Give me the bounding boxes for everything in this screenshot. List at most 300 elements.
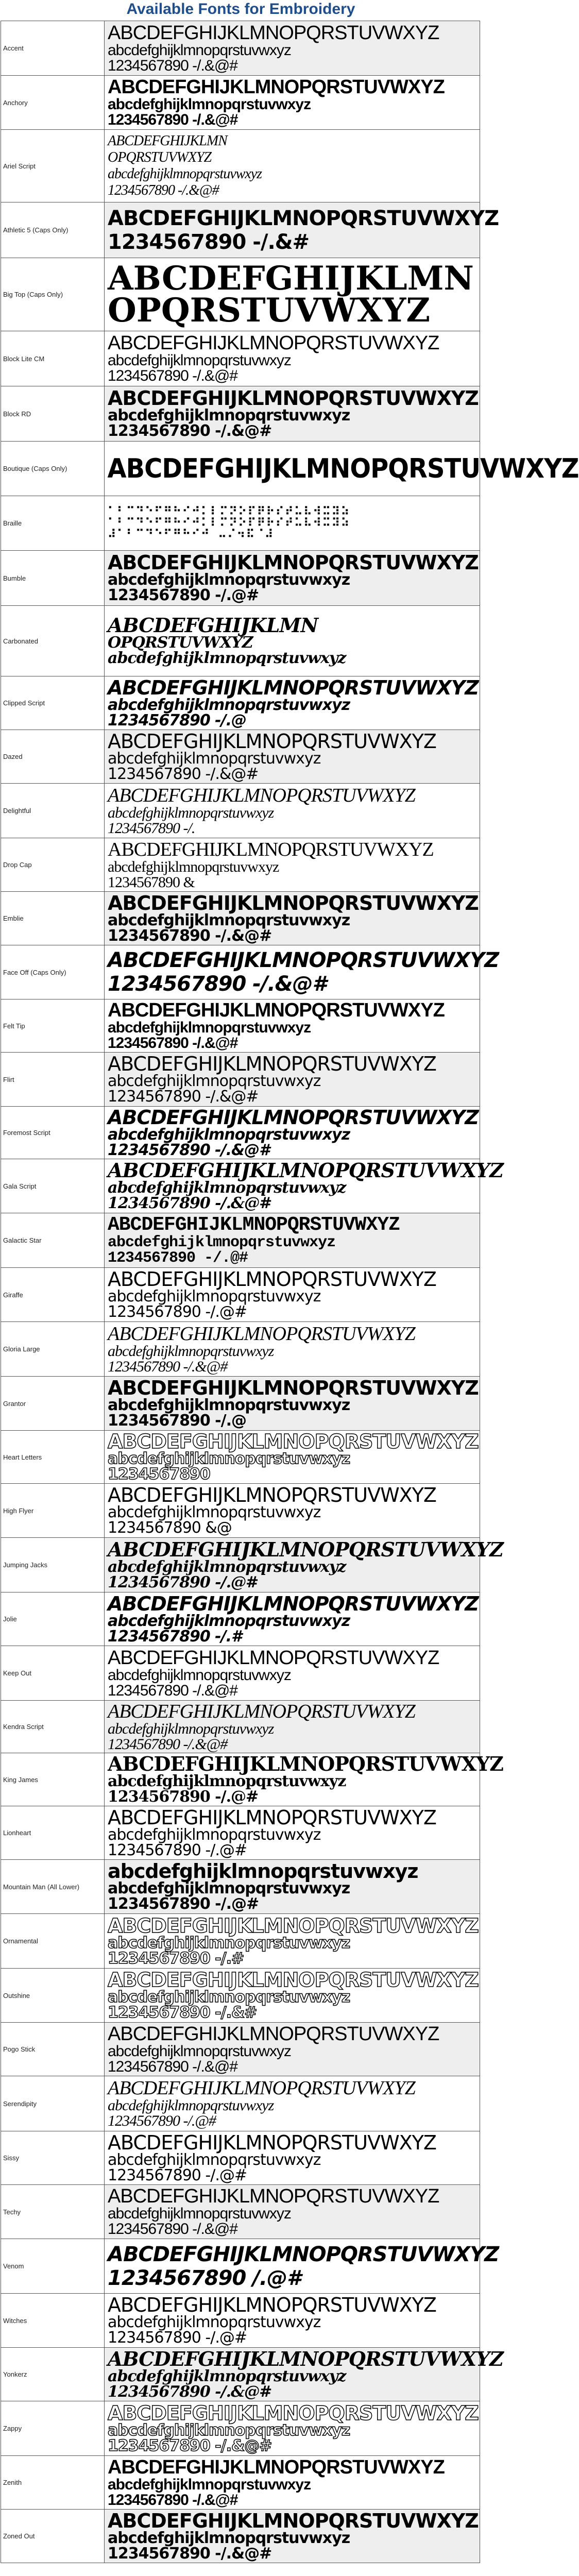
font-name: Yonkerz xyxy=(1,2348,105,2401)
font-row xyxy=(1,331,480,386)
font-sample-line: abcdefghijklmnopqrstuvwxyz xyxy=(108,1233,336,1251)
font-name: Lionheart xyxy=(1,1806,105,1860)
font-name: Techy xyxy=(1,2185,105,2239)
font-sample-cell xyxy=(105,2510,480,2563)
font-sample-line: 1234567890 -/.&@# xyxy=(108,1035,238,1052)
font-sample-line: ABCDEFGHIJKLMNOPQRSTUVWXYZ xyxy=(108,2347,503,2370)
font-name: Braille xyxy=(1,496,105,551)
font-sample-cell xyxy=(105,945,499,999)
font-sample xyxy=(105,2295,480,2346)
font-sample-line: abcdefghijklmnopqrstuvwxyz xyxy=(108,406,350,425)
font-sample xyxy=(105,1324,480,1375)
font-sample-line: abcdefghijklmnopqrstuvwxyz xyxy=(108,2421,350,2439)
font-sample xyxy=(105,840,480,890)
font-name: Carbonated xyxy=(1,606,105,676)
font-sample xyxy=(105,1970,480,2021)
font-row xyxy=(1,2131,480,2185)
font-name: Jolie xyxy=(1,1592,105,1646)
font-sample-line: 1234567890 -/.@# xyxy=(108,2112,216,2129)
font-row xyxy=(1,496,480,551)
font-sample-line: 1234567890 -/.&@# xyxy=(108,926,272,945)
font-sample xyxy=(105,77,480,128)
font-name: Gloria Large xyxy=(1,1322,105,1377)
font-sample-line: abcdefghijklmnopqrstuvwxyz xyxy=(108,1450,350,1468)
font-name: Boutique (Caps Only) xyxy=(1,442,105,496)
font-row xyxy=(1,21,480,76)
font-sample xyxy=(105,1108,480,1158)
font-sample-cell xyxy=(105,2347,503,2401)
font-sample-line: abcdefghijklmnopqrstuvwxyz xyxy=(108,2476,311,2493)
font-sample xyxy=(105,2024,480,2075)
font-sample-line: ABCDEFGHIJKLMN xyxy=(108,614,318,637)
font-rows xyxy=(1,21,579,2563)
font-sample-line: abcdefghijklmnopqrstuvwxyz xyxy=(108,1072,321,1090)
font-row xyxy=(1,2023,480,2076)
font-row xyxy=(1,892,480,945)
font-sample-line: 1234567890 -/.@# xyxy=(108,586,259,604)
font-sample-line: abcdefghijklmnopqrstuvwxyz xyxy=(108,1879,350,1897)
font-sample-cell xyxy=(105,130,480,202)
font-sample-line: 1234567890 -/.&@# xyxy=(108,2058,237,2075)
font-name: Block RD xyxy=(1,386,105,442)
font-sample-line: 1234567890 -/.&@# xyxy=(108,1088,259,1106)
font-row xyxy=(1,606,480,676)
font-row xyxy=(1,1806,480,1860)
font-row xyxy=(1,1753,480,1806)
font-row xyxy=(1,386,480,442)
font-row xyxy=(1,1322,480,1377)
font-sample-cell xyxy=(105,331,480,386)
font-row xyxy=(1,2239,480,2294)
font-sample-cell xyxy=(105,784,480,838)
font-sample-cell xyxy=(105,730,480,784)
font-row xyxy=(1,2401,480,2456)
font-sample-cell xyxy=(105,202,499,258)
font-sample-line: ABCDEFGHIJKLMNOPQRSTUVWXYZ xyxy=(108,2185,439,2207)
font-sample-cell xyxy=(105,1752,503,1806)
font-sample xyxy=(105,678,480,728)
font-sample-line: 1234567890 -/.&@# xyxy=(108,1194,272,1212)
font-sample-cell xyxy=(105,2076,480,2131)
font-sample-cell xyxy=(105,676,480,730)
font-row xyxy=(1,2076,480,2131)
font-row xyxy=(1,2456,480,2510)
font-sample-line: ABCDEFGHIJKLMNOPQRSTUVWXYZ xyxy=(108,1377,479,1399)
font-sample-line: abcdefghijklmnopqrstuvwxyz xyxy=(108,2367,346,2385)
font-name: Zoned Out xyxy=(1,2510,105,2563)
font-sample-line: 1234567890 -/.@# xyxy=(108,1303,247,1321)
font-sample-line: abcdefghijklmnopqrstuvwxyz xyxy=(108,1825,321,1844)
font-sample-line: abcdefghijklmnopqrstuvwxyz xyxy=(108,804,274,821)
font-sample-line: 1234567890 -/.@# xyxy=(108,2166,247,2184)
font-row xyxy=(1,1969,480,2023)
font-sample-cell xyxy=(105,2294,480,2348)
font-sample-line: ABCDEFGHIJKLMNOPQRSTUVWXYZ xyxy=(108,838,434,860)
font-sample-line: 1234567890 -/.&@# xyxy=(108,2221,237,2238)
font-sample xyxy=(105,206,499,254)
font-sample xyxy=(105,1001,480,1051)
font-name: Mountain Man (All Lower) xyxy=(1,1860,105,1914)
font-sample-cell xyxy=(105,1322,480,1377)
font-sample-line: abcdefghijklmnopqrstuvwxyz xyxy=(108,1557,346,1576)
font-name: Drop Cap xyxy=(1,838,105,892)
font-sample xyxy=(105,133,480,199)
font-sample-line: abcdefghijklmnopqrstuvwxyz xyxy=(108,2150,321,2169)
font-sample xyxy=(105,616,480,666)
font-sample xyxy=(105,732,480,782)
font-sample-line: OPQRSTUVWXYZ xyxy=(108,291,431,330)
font-sample-line: 1234567890 -/.&@# xyxy=(108,1141,270,1159)
font-row xyxy=(1,551,480,606)
font-name: Flirt xyxy=(1,1053,105,1107)
font-sample-line: ABCDEFGHIJKLMN xyxy=(108,133,227,149)
font-sample-line: ABCDEFGHIJKLMNOPQRSTUVWXYZ xyxy=(108,551,479,574)
font-sample-line: 1234567890 -/.&@# xyxy=(108,182,219,198)
font-sample-cell xyxy=(105,1431,480,1484)
font-sample-line: 1234567890 xyxy=(108,1465,210,1483)
font-sample-line: abcdefghijklmnopqrstuvwxyz xyxy=(108,649,346,667)
font-sample-line: 1234567890 -/.&@# xyxy=(108,2382,272,2401)
font-sample-line: abcdefghijklmnopqrstuvwxyz xyxy=(108,96,311,113)
font-sample xyxy=(105,1432,480,1482)
font-sample-cell xyxy=(105,1914,480,1969)
font-row xyxy=(1,1914,480,1969)
font-name: Felt Tip xyxy=(1,999,105,1053)
font-sample-line: abcdefghijklmnopqrstuvwxyz xyxy=(108,858,279,875)
font-name: High Flyer xyxy=(1,1484,105,1538)
font-name: Grantor xyxy=(1,1377,105,1431)
font-sample-line: ABCDEFGHIJKLMNOPQRSTUVWXYZ xyxy=(108,1700,415,1722)
font-sample-line: abcdefghijklmnopqrstuvwxyz xyxy=(108,2205,291,2222)
font-sample-line: abcdefghijklmnopqrstuvwxyz xyxy=(108,696,350,714)
font-row xyxy=(1,1701,480,1753)
font-sample-line: abcdefghijklmnopqrstuvwxyz xyxy=(108,1396,350,1414)
font-sample-cell xyxy=(105,496,480,551)
font-sample xyxy=(105,786,480,836)
font-sample-line: ABCDEFGHIJKLMNOPQRSTUVWXYZ xyxy=(108,784,415,806)
font-sample-line: abcdefghijklmnopqrstuvwxyz xyxy=(108,1503,321,1521)
font-name: Zenith xyxy=(1,2456,105,2510)
font-table xyxy=(1,21,579,2563)
font-sample xyxy=(105,1808,480,1858)
font-sample-line: ABCDEFGHIJKLMNOPQRSTUVWXYZ xyxy=(108,22,439,44)
font-sample-cell xyxy=(105,838,480,892)
font-sample-cell xyxy=(105,1159,503,1213)
font-sample-line: ABCDEFGHIJKLMNOPQRSTUVWXYZ xyxy=(108,2242,499,2266)
font-name: Serendipity xyxy=(1,2076,105,2131)
font-sample-line: abcdefghijklmnopqrstuvwxyz xyxy=(108,1179,346,1197)
font-sample-line: ⠁⠃⠉⠙⠑⠋⠛⠓⠊⠚⠅⠇⠍⠝⠕⠏⠟⠗⠎⠞⠥⠧⠺⠭⠽⠵ xyxy=(108,516,350,530)
font-name: Jumping Jacks xyxy=(1,1538,105,1592)
font-name: Zappy xyxy=(1,2401,105,2456)
font-sample xyxy=(105,1054,480,1105)
font-row xyxy=(1,1213,480,1268)
font-sample-line: abcdefghijklmnopqrstuvwxyz xyxy=(108,2097,274,2114)
font-name: Giraffe xyxy=(1,1268,105,1322)
font-sample xyxy=(105,1378,480,1429)
font-sample-line: ⠁⠃⠉⠙⠑⠋⠛⠓⠊⠚⠅⠇⠍⠝⠕⠏⠟⠗⠎⠞⠥⠧⠺⠭⠽⠵ xyxy=(108,505,350,518)
font-sample-cell xyxy=(105,2185,480,2239)
font-sample-line: abcdefghijklmnopqrstuvwxyz xyxy=(108,1720,274,1737)
font-sample-line: ABCDEFGHIJKLMNOPQRSTUVWXYZ xyxy=(108,1806,436,1829)
font-sample-line: 1234567890 -/.&@# xyxy=(108,2436,272,2455)
font-name: Anchory xyxy=(1,76,105,130)
font-row xyxy=(1,1538,480,1592)
font-sample xyxy=(105,259,480,330)
font-sample-line: ABCDEFGHIJKLMNOPQRSTUVWXYZ xyxy=(108,2023,439,2045)
font-name: Outshine xyxy=(1,1969,105,2023)
font-sample-line: 1234567890 /.@# xyxy=(108,2266,301,2290)
font-name: Bumble xyxy=(1,551,105,606)
font-sample-line: 1234567890 -/.&# xyxy=(108,230,310,254)
font-sample xyxy=(105,1702,480,1752)
font-sample-line: abcdefghijklmnopqrstuvwxyz xyxy=(108,1342,274,1360)
font-sample-line: ABCDEFGHIJKLMNOPQRSTUVWXYZ xyxy=(108,1752,503,1775)
font-sample xyxy=(105,2187,480,2237)
font-sample xyxy=(105,1485,480,1536)
font-sample-line: 1234567890 -/.&# xyxy=(108,2004,257,2022)
font-sample-line: abcdefghijklmnopqrstuvwxyz xyxy=(108,166,262,182)
font-sample-line: abcdefghijklmnopqrstuvwxyz xyxy=(108,571,350,589)
font-name: Big Top (Caps Only) xyxy=(1,258,105,331)
font-sample xyxy=(105,893,480,944)
font-sample-line: ABCDEFGHIJKLMNOPQRSTUVWXYZ xyxy=(108,1647,439,1669)
font-sample-line: abcdefghijklmnopqrstuvwxyz xyxy=(108,2313,321,2331)
font-sample-line: 1234567890 -/.@ xyxy=(108,711,246,730)
font-sample-line: 1234567890 -/.&@# xyxy=(108,111,238,128)
font-sample-line: ABCDEFGHIJKLMNOPQRSTUVWXYZ xyxy=(108,1537,503,1561)
font-sample-line: 1234567890 &@ xyxy=(108,1519,232,1537)
font-sample-line: 1234567890 -/.&@# xyxy=(108,765,259,783)
font-sample-line: ABCDEFGHIJKLMNOPQRSTUVWXYZ xyxy=(108,1106,479,1129)
font-sample xyxy=(105,2078,480,2129)
font-name: Ariel Script xyxy=(1,130,105,202)
font-name: Face Off (Caps Only) xyxy=(1,945,105,999)
font-sample-line: ABCDEFGHIJKLMNOPQRSTUVWXYZ xyxy=(108,2456,445,2478)
font-sample-line: 1234567890 -/.&@# xyxy=(108,2544,272,2563)
font-name: Pogo Stick xyxy=(1,2023,105,2076)
font-sample-cell xyxy=(105,1107,480,1159)
font-sample-line: 1234567890 -/.&@# xyxy=(108,422,272,440)
font-row xyxy=(1,1860,480,1914)
font-name: Delightful xyxy=(1,784,105,838)
font-sample xyxy=(105,23,480,74)
font-sample-line: ABCDEFGHIJKLMNOPQRSTUVWXYZ xyxy=(108,2509,479,2532)
font-sample-line: 1234567890 -/.# xyxy=(108,1627,242,1646)
font-sample xyxy=(105,453,579,484)
font-sample-line: ABCDEFGHIJKLMNOPQRSTUVWXYZ xyxy=(108,76,445,98)
font-sample-cell xyxy=(105,2456,480,2510)
font-sample-line: ABCDEFGHIJKLMNOPQRSTUVWXYZ xyxy=(108,1969,479,1991)
font-sample-line: ABCDEFGHIJKLMNOPQRSTUVWXYZ xyxy=(108,387,479,410)
font-sample-line: ABCDEFGHIJKLMNOPQRSTUVWXYZ xyxy=(108,1159,503,1182)
font-name: Keep Out xyxy=(1,1646,105,1701)
font-sample-line: ABCDEFGHIJKLMNOPQRSTUVWXYZ xyxy=(108,676,479,699)
font-name: Heart Letters xyxy=(1,1431,105,1484)
font-name: Venom xyxy=(1,2239,105,2294)
font-name: Galactic Star xyxy=(1,1213,105,1268)
font-sample-cell xyxy=(105,1053,480,1107)
font-sample-line: 1234567890 -/.# xyxy=(108,1949,244,1968)
font-sample-line: ABCDEFGHIJKLMNOPQRSTUVWXYZ xyxy=(108,332,439,354)
font-sample-cell xyxy=(105,76,480,130)
font-sample-line: 1234567890 -/. xyxy=(108,819,195,837)
font-sample-cell xyxy=(105,2239,499,2294)
font-row xyxy=(1,76,480,130)
font-sample xyxy=(105,388,480,439)
font-sample xyxy=(105,2133,480,2183)
font-sample-line: 1234567890 -/.&@# xyxy=(108,2491,238,2509)
font-sample xyxy=(105,1861,480,1912)
font-sample-line: abcdefghijklmnopqrstuvwxyz xyxy=(108,1666,291,1684)
font-sample-line: ABCDEFGHIJKLMNOPQRSTUVWXYZ xyxy=(108,1592,479,1615)
font-sample-line: ABCDEFGHIJKLMNOPQRSTUVWXYZ xyxy=(108,999,445,1021)
font-sample-cell xyxy=(105,1268,480,1322)
font-row xyxy=(1,838,480,892)
font-sample-line: OPQRSTUVWXYZ xyxy=(108,149,212,165)
font-sample-line: 1234567890 -/.@# xyxy=(108,2329,247,2347)
font-sample-cell xyxy=(105,1860,480,1914)
font-sample-line: abcdefghijklmnopqrstuvwxyz xyxy=(108,352,291,369)
font-sample xyxy=(105,1916,480,1967)
font-sample-line: ABCDEFGHIJKLMNOPQRSTUVWXYZ xyxy=(108,206,499,230)
font-sample-line: 1234567890 -/.&@# xyxy=(108,367,237,384)
font-row xyxy=(1,2510,480,2563)
font-row xyxy=(1,1053,480,1107)
font-sample-cell xyxy=(105,2401,480,2456)
font-sample-line: ABCDEFGHIJKLMNOPQRSTUVWXYZ xyxy=(108,1213,400,1236)
font-sample-line: ABCDEFGHIJKLMNOPQRSTUVWXYZ xyxy=(108,1430,479,1453)
font-sample-line: ABCDEFGHIJKLMNOPQRSTUVWXYZ xyxy=(108,1484,436,1506)
font-row xyxy=(1,1377,480,1431)
font-sample-line: ABCDEFGHIJKLMNOPQRSTUVWXYZ xyxy=(108,2401,479,2425)
font-sample xyxy=(105,1159,503,1212)
font-sample xyxy=(105,2347,503,2401)
font-sample-line: ABCDEFGHIJKLMNOPQRSTUVWXYZ xyxy=(108,1323,415,1345)
font-sample-line: ABCDEFGHIJKLMNOPQRSTUVWXYZ xyxy=(108,948,499,972)
font-sample-line: 1234567890 -/.&@# xyxy=(108,1358,228,1375)
font-row xyxy=(1,202,480,258)
font-sample-line: ABCDEFGHIJKLMNOPQRSTUVWXYZ xyxy=(108,1053,436,1075)
font-sample-line: 1234567890 -/.&@# xyxy=(108,57,237,74)
font-name: Emblie xyxy=(1,892,105,945)
font-sample-line: ABCDEFGHIJKLMNOPQRSTUVWXYZ xyxy=(108,2294,436,2316)
font-sample xyxy=(105,2403,480,2454)
font-sample-cell xyxy=(105,1484,480,1538)
font-sample xyxy=(105,1752,503,1806)
font-row xyxy=(1,442,480,496)
font-sample-line: abcdefghijklmnopqrstuvwxyz xyxy=(108,1125,350,1144)
font-sample-line: ⠼⠁⠃⠉⠙⠑⠋⠛⠓⠊⠚ ⠤⠌⠲⠯⠈⠼ xyxy=(108,528,275,541)
font-row xyxy=(1,258,480,331)
font-sample-line: 1234567890 -/.@# xyxy=(108,1895,259,1913)
font-sample-line: abcdefghijklmnopqrstuvwxyz xyxy=(108,1988,350,2006)
font-name: King James xyxy=(1,1753,105,1806)
font-sample-line: abcdefghijklmnopqrstuvwxyz xyxy=(108,1287,321,1306)
font-sample-cell xyxy=(105,1377,480,1431)
font-sample-cell xyxy=(105,2023,480,2076)
font-sample xyxy=(105,506,480,540)
font-row xyxy=(1,999,480,1053)
font-sample-line: 1234567890 -/.&@# xyxy=(108,972,327,996)
font-name: Gala Script xyxy=(1,1159,105,1213)
font-sample xyxy=(105,2511,480,2562)
font-sample-line: ABCDEFGHIJKLMNOPQRSTUVWXYZ xyxy=(108,891,479,914)
font-sample-line: ABCDEFGHIJKLMNOPQRSTUVWXYZ xyxy=(108,730,436,753)
font-sample-line: abcdefghijklmnopqrstuvwxyz xyxy=(108,2529,350,2547)
font-sample-cell xyxy=(105,1537,503,1592)
font-name: Block Lite CM xyxy=(1,331,105,386)
font-sample-cell xyxy=(105,1213,480,1268)
font-sample-line: ABCDEFGHIJKLMNOPQRSTUVWXYZ xyxy=(108,1268,436,1291)
font-sample-line: 1234567890 & xyxy=(108,873,195,891)
font-sample-line: 1234567890 -/.@# xyxy=(108,1788,259,1806)
font-sample-cell xyxy=(105,999,480,1053)
font-sample xyxy=(105,1594,480,1645)
font-sample-cell xyxy=(105,1806,480,1860)
font-sample-line: 1234567890 -/.@# xyxy=(108,1841,247,1859)
font-sample xyxy=(105,553,480,603)
font-row xyxy=(1,945,480,999)
font-sample-line: 1234567890 -/.@# xyxy=(108,1573,259,1591)
font-sample xyxy=(105,1648,480,1699)
font-row xyxy=(1,1484,480,1538)
font-sample-line: 1234567890 -/.&@# xyxy=(108,1682,237,1699)
font-name: Kendra Script xyxy=(1,1701,105,1753)
font-sample-cell xyxy=(105,2131,480,2185)
font-sample-cell xyxy=(105,258,480,331)
font-sample-cell xyxy=(105,606,480,676)
font-sample-line: abcdefghijklmnopqrstuvwxyz xyxy=(108,1772,346,1790)
font-sample-line: ABCDEFGHIJKLMNOPQRSTUVWXYZ xyxy=(107,453,579,484)
font-sample-cell xyxy=(105,386,480,442)
font-row xyxy=(1,676,480,730)
font-sample-line: abcdefghijklmnopqrstuvwxyz xyxy=(108,749,321,768)
font-sample-line: abcdefghijklmnopqrstuvwxyz xyxy=(108,41,291,59)
font-sample-line: abcdefghijklmnopqrstuvwxyz xyxy=(108,2042,291,2060)
font-sample xyxy=(105,948,499,996)
font-name: Dazed xyxy=(1,730,105,784)
font-sample xyxy=(105,2242,499,2290)
font-row xyxy=(1,730,480,784)
page-title: Available Fonts for Embroidery xyxy=(126,1,355,18)
font-sample-line: abcdefghijklmnopqrstuvwxyz xyxy=(108,911,350,929)
font-sample-line: abcdefghijklmnopqrstuvwxyz xyxy=(108,1860,418,1883)
font-name: Witches xyxy=(1,2294,105,2348)
font-sample xyxy=(105,1215,480,1266)
font-sample-cell xyxy=(105,551,480,606)
font-sample-line: ABCDEFGHIJKLMNOPQRSTUVWXYZ xyxy=(108,1914,479,1937)
font-sample-cell xyxy=(105,1701,480,1753)
font-sample xyxy=(105,1269,480,1320)
font-row xyxy=(1,1646,480,1701)
font-row xyxy=(1,2294,480,2348)
font-sample-cell xyxy=(105,442,579,496)
font-row xyxy=(1,1592,480,1646)
font-row xyxy=(1,2348,480,2401)
font-sample xyxy=(105,1537,503,1591)
font-sample-cell xyxy=(105,1969,480,2023)
font-name: Ornamental xyxy=(1,1914,105,1969)
font-sample-line: abcdefghijklmnopqrstuvwxyz xyxy=(108,1934,350,1952)
font-name: Sissy xyxy=(1,2131,105,2185)
font-sample-line: ABCDEFGHIJKLMNOPQRSTUVWXYZ xyxy=(108,2131,436,2154)
font-row xyxy=(1,1159,480,1213)
font-sample-line: OPQRSTUVWXYZ xyxy=(108,634,253,652)
font-sample-cell xyxy=(105,1592,480,1646)
font-name: Foremost Script xyxy=(1,1107,105,1159)
font-sample-cell xyxy=(105,21,480,76)
